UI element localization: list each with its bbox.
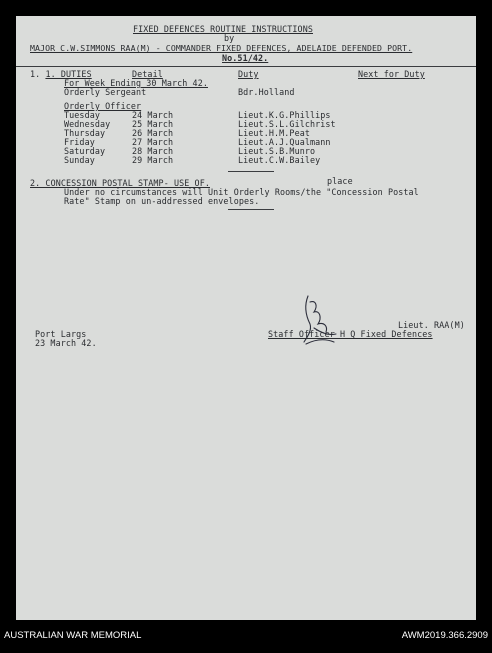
orderly-sergeant-name: Bdr.Holland (238, 87, 295, 97)
roster-date: 29 March (132, 155, 174, 165)
roster-officer: Lieut.S.L.Gilchrist (238, 119, 336, 129)
handwritten-signature (300, 292, 340, 348)
archive-footer (0, 620, 492, 653)
section2-heading: 2. CONCESSION POSTAL STAMP- USE OF. (30, 178, 210, 188)
by-line: by (224, 33, 235, 43)
document-title: FIXED DEFENCES ROUTINE INSTRUCTIONS (133, 24, 313, 34)
roster-date: 26 March (132, 128, 174, 138)
roster-day: Friday (64, 137, 95, 147)
roster-officer: Lieut.C.W.Bailey (238, 155, 321, 165)
roster-date: 25 March (132, 119, 174, 129)
roster-date: 24 March (132, 110, 174, 120)
roster-day: Saturday (64, 146, 106, 156)
document-page (16, 16, 476, 620)
column-next-for-duty: Next for Duty (358, 69, 425, 79)
section1-heading: 1. 1. DUTIES (30, 69, 92, 79)
section-divider (228, 209, 274, 210)
roster-date: 27 March (132, 137, 174, 147)
section-divider (228, 171, 274, 172)
place-location: Port Largs (35, 329, 87, 339)
column-detail: Detail (132, 69, 163, 79)
instruction-number: No.51/42. (222, 53, 269, 63)
roster-officer: Lieut.K.G.Phillips (238, 110, 331, 120)
column-duty: Duty (238, 69, 259, 79)
roster-officer: Lieut.A.J.Qualmann (238, 137, 331, 147)
section1-heading-text: 1. DUTIES (45, 69, 92, 79)
archive-reference: AWM2019.366.2909 (401, 630, 488, 641)
commander-line: MAJOR C.W.SIMMONS RAA(M) - COMMANDER FIXED DEFENCES, ADELAIDE DEFENDED PORT. (30, 43, 413, 53)
roster-day: Tuesday (64, 110, 100, 120)
signatory-rank: Lieut. RAA(M) (398, 320, 465, 330)
week-ending: For Week Ending 30 March 42. (64, 78, 208, 88)
signatory-office: Staff Officer H Q Fixed Defences (268, 329, 433, 339)
roster-officer: Lieut.S.B.Munro (238, 146, 316, 156)
roster-officer: Lieut.H.M.Peat (238, 128, 310, 138)
section2-body-line1: Under no circumstances will Unit Orderly Rooms/the "Concession Postal (64, 187, 419, 197)
orderly-sergeant-label: Orderly Sergeant (64, 87, 147, 97)
orderly-officer-label: Orderly Officer (64, 101, 142, 111)
roster-day: Sunday (64, 155, 95, 165)
handwritten-insert: place (327, 176, 353, 186)
header-divider (16, 66, 476, 67)
section2-body-line2: Rate" Stamp on un-addressed envelopes. (64, 196, 260, 206)
archive-name: AUSTRALIAN WAR MEMORIAL (4, 630, 142, 641)
roster-day: Thursday (64, 128, 106, 138)
roster-day: Wednesday (64, 119, 111, 129)
roster-date: 28 March (132, 146, 174, 156)
place-date: 23 March 42. (35, 338, 97, 348)
